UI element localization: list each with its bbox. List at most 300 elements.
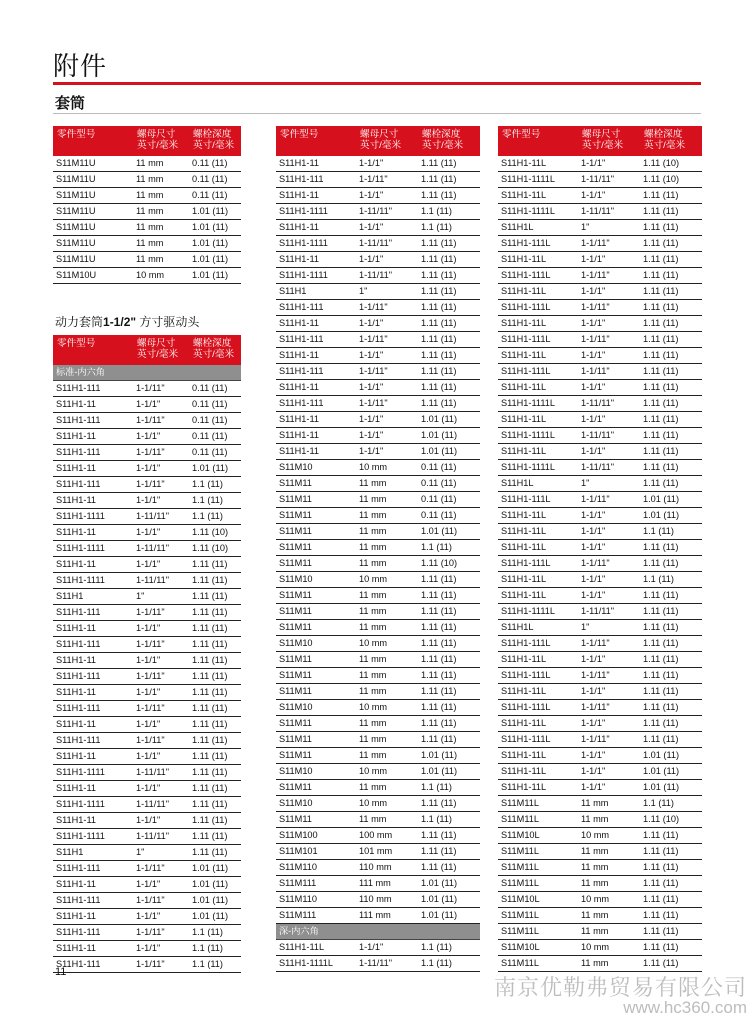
nut-size-cell: 1-11/11" xyxy=(133,541,189,557)
part-number-cell: S11H1-111 xyxy=(276,172,356,188)
bolt-depth-cell: 1.11 (10) xyxy=(189,541,241,557)
nut-size-cell: 1-1/1" xyxy=(578,540,640,556)
column-header-col3: 螺栓深度 英寸/毫米 xyxy=(189,335,241,365)
part-number-cell: S11M11 xyxy=(276,492,356,508)
nut-size-cell: 1-1/11" xyxy=(578,556,640,572)
part-number-cell: S11H1-111 xyxy=(276,364,356,380)
nut-size-cell: 1" xyxy=(578,476,640,492)
table-row xyxy=(53,861,241,877)
bolt-depth-cell: 0.11 (11) xyxy=(189,188,241,204)
bolt-depth-cell: 1.11 (10) xyxy=(418,556,480,572)
bolt-depth-cell: 1.01 (11) xyxy=(418,908,480,924)
part-number-cell: S11M11U xyxy=(53,204,133,220)
part-number-cell: S11H1-11L xyxy=(498,252,578,268)
bolt-depth-cell: 1.11 (11) xyxy=(189,717,241,733)
part-number-cell: S11M11 xyxy=(276,556,356,572)
table-row xyxy=(276,684,480,700)
nut-size-cell: 1-1/1" xyxy=(578,652,640,668)
part-number-cell: S11H1-111L xyxy=(498,332,578,348)
nut-size-cell: 1-1/1" xyxy=(578,284,640,300)
part-number-cell: S11H1-11L xyxy=(498,188,578,204)
bolt-depth-cell: 1.01 (11) xyxy=(189,909,241,925)
nut-size-cell: 110 mm xyxy=(356,892,418,908)
part-number-cell: S11H1-11L xyxy=(498,540,578,556)
table-row xyxy=(53,429,241,445)
nut-size-cell: 1-1/11" xyxy=(578,268,640,284)
table-row xyxy=(498,252,702,268)
bolt-depth-cell: 1.11 (11) xyxy=(418,796,480,812)
table-row xyxy=(498,444,702,460)
part-number-cell: S11H1 xyxy=(53,589,133,605)
nut-size-cell: 1-1/1" xyxy=(133,877,189,893)
nut-size-cell: 1-1/1" xyxy=(133,749,189,765)
nut-size-cell: 1-1/11" xyxy=(133,381,189,397)
bolt-depth-cell: 1.1 (11) xyxy=(640,796,702,812)
nut-size-cell: 1-1/11" xyxy=(578,236,640,252)
header-row xyxy=(53,126,241,156)
section-title: 套筒 xyxy=(55,95,86,112)
bolt-depth-cell: 1.11 (11) xyxy=(640,396,702,412)
table-row xyxy=(498,364,702,380)
table-row xyxy=(53,765,241,781)
table-row xyxy=(276,908,480,924)
part-number-cell: S11M10U xyxy=(53,268,133,284)
nut-size-cell: 100 mm xyxy=(356,828,418,844)
nut-size-cell: 1-1/1" xyxy=(133,813,189,829)
bolt-depth-cell: 1.01 (11) xyxy=(640,764,702,780)
power-sockets-standard-table xyxy=(53,335,241,973)
nut-size-cell: 11 mm xyxy=(356,524,418,540)
table-row xyxy=(498,476,702,492)
table-row xyxy=(276,956,480,972)
bolt-depth-cell: 1.11 (11) xyxy=(418,172,480,188)
table-row xyxy=(498,236,702,252)
part-number-cell: S11M10 xyxy=(276,460,356,476)
table-row xyxy=(276,444,480,460)
nut-size-cell: 1-11/11" xyxy=(578,396,640,412)
table-row xyxy=(53,172,241,188)
table-row xyxy=(498,860,702,876)
table-row xyxy=(498,220,702,236)
nut-size-cell: 11 mm xyxy=(578,956,640,972)
bolt-depth-cell: 1.01 (11) xyxy=(189,268,241,284)
part-number-cell: S11H1-1111 xyxy=(53,509,133,525)
table-row xyxy=(276,748,480,764)
bolt-depth-cell: 1.11 (11) xyxy=(418,236,480,252)
nut-size-cell: 11 mm xyxy=(133,236,189,252)
nut-size-cell: 1-1/1" xyxy=(578,188,640,204)
bolt-depth-cell: 1.11 (11) xyxy=(418,844,480,860)
table-row xyxy=(498,556,702,572)
part-number-cell: S11H1-1111 xyxy=(53,829,133,845)
part-number-cell: S11H1-111 xyxy=(53,605,133,621)
part-number-cell: S11H1-1111L xyxy=(276,956,356,972)
table-row xyxy=(498,620,702,636)
nut-size-cell: 1-1/1" xyxy=(578,524,640,540)
nut-size-cell: 1-1/1" xyxy=(578,780,640,796)
table-row xyxy=(53,749,241,765)
table-row xyxy=(276,652,480,668)
table-row xyxy=(498,396,702,412)
nut-size-cell: 1-1/1" xyxy=(578,444,640,460)
bolt-depth-cell: 1.01 (11) xyxy=(418,876,480,892)
nut-size-cell: 1-11/11" xyxy=(133,797,189,813)
part-number-cell: S11H1-11L xyxy=(498,156,578,172)
table-row xyxy=(53,829,241,845)
part-number-cell: S11M11 xyxy=(276,748,356,764)
table-row xyxy=(498,460,702,476)
table-row xyxy=(276,316,480,332)
nut-size-cell: 11 mm xyxy=(578,796,640,812)
nut-size-cell: 1-1/1" xyxy=(133,685,189,701)
part-number-cell: S11H1-1111 xyxy=(53,541,133,557)
table-row xyxy=(53,877,241,893)
bolt-depth-cell: 1.11 (11) xyxy=(640,940,702,956)
group-row xyxy=(53,365,241,381)
nut-size-cell: 1-11/11" xyxy=(578,604,640,620)
part-number-cell: S11H1-11 xyxy=(276,444,356,460)
nut-size-cell: 1-1/1" xyxy=(356,316,418,332)
title-divider xyxy=(53,82,701,85)
part-number-cell: S11M11U xyxy=(53,236,133,252)
bolt-depth-cell: 1.11 (11) xyxy=(418,300,480,316)
part-number-cell: S11M110 xyxy=(276,860,356,876)
table-row xyxy=(498,652,702,668)
table-row xyxy=(276,716,480,732)
nut-size-cell: 1-1/1" xyxy=(356,156,418,172)
section-divider xyxy=(53,113,701,114)
nut-size-cell: 1-1/11" xyxy=(356,396,418,412)
table-row xyxy=(498,540,702,556)
part-number-cell: S11M10 xyxy=(276,700,356,716)
bolt-depth-cell: 1.11 (11) xyxy=(640,204,702,220)
nut-size-cell: 1-1/11" xyxy=(578,668,640,684)
bolt-depth-cell: 1.11 (10) xyxy=(640,172,702,188)
bolt-depth-cell: 1.11 (11) xyxy=(640,844,702,860)
part-number-cell: S11H1-111 xyxy=(53,925,133,941)
bolt-depth-cell: 1.11 (11) xyxy=(640,316,702,332)
part-number-cell: S11H1-11 xyxy=(276,156,356,172)
part-number-cell: S11H1-111 xyxy=(276,396,356,412)
bolt-depth-cell: 1.01 (11) xyxy=(418,748,480,764)
table-row xyxy=(276,892,480,908)
group-row xyxy=(276,924,480,940)
table-row xyxy=(276,524,480,540)
table-row xyxy=(276,540,480,556)
bolt-depth-cell: 1.01 (11) xyxy=(189,236,241,252)
bolt-depth-cell: 1.01 (11) xyxy=(189,461,241,477)
table-row xyxy=(276,460,480,476)
part-number-cell: S11M101 xyxy=(276,844,356,860)
nut-size-cell: 1-1/1" xyxy=(578,572,640,588)
part-number-cell: S11H1-11L xyxy=(498,524,578,540)
table-row xyxy=(498,156,702,172)
part-number-cell: S11H1-11 xyxy=(276,220,356,236)
nut-size-cell: 1-11/11" xyxy=(356,956,418,972)
part-number-cell: S11H1-111 xyxy=(53,477,133,493)
table-row xyxy=(498,492,702,508)
nut-size-cell: 1-11/11" xyxy=(133,765,189,781)
bolt-depth-cell: 1.01 (11) xyxy=(418,412,480,428)
nut-size-cell: 11 mm xyxy=(578,844,640,860)
bolt-depth-cell: 1.11 (11) xyxy=(640,300,702,316)
bolt-depth-cell: 1.11 (11) xyxy=(418,284,480,300)
bolt-depth-cell: 1.11 (11) xyxy=(640,700,702,716)
nut-size-cell: 1-1/11" xyxy=(356,364,418,380)
table-row xyxy=(276,844,480,860)
table-row xyxy=(53,204,241,220)
table-row xyxy=(498,204,702,220)
part-number-cell: S11H1-1111 xyxy=(276,268,356,284)
page-title: 附件 xyxy=(53,51,108,81)
part-number-cell: S11H1-1111 xyxy=(53,797,133,813)
nut-size-cell: 1-1/11" xyxy=(133,477,189,493)
table-row xyxy=(53,220,241,236)
part-number-cell: S11H1-111 xyxy=(53,445,133,461)
nut-size-cell: 1-1/11" xyxy=(133,733,189,749)
part-number-cell: S11H1-11L xyxy=(498,348,578,364)
part-number-cell: S11H1-11 xyxy=(53,397,133,413)
bolt-depth-cell: 1.11 (11) xyxy=(640,924,702,940)
table-row xyxy=(498,908,702,924)
part-number-cell: S11M11 xyxy=(276,732,356,748)
nut-size-cell: 1-1/1" xyxy=(578,252,640,268)
bolt-depth-cell: 1.11 (11) xyxy=(189,653,241,669)
part-number-cell: S11H1-11 xyxy=(276,252,356,268)
table-row xyxy=(498,716,702,732)
table-row xyxy=(498,348,702,364)
table-row xyxy=(53,797,241,813)
table-row xyxy=(53,557,241,573)
table-row xyxy=(276,268,480,284)
table-row xyxy=(276,508,480,524)
bolt-depth-cell: 1.11 (11) xyxy=(640,188,702,204)
part-number-cell: S11H1-11 xyxy=(53,557,133,573)
nut-size-cell: 11 mm xyxy=(356,540,418,556)
bolt-depth-cell: 1.11 (11) xyxy=(640,380,702,396)
part-number-cell: S11H1-11L xyxy=(498,716,578,732)
bolt-depth-cell: 1.11 (11) xyxy=(189,765,241,781)
part-number-cell: S11H1-111 xyxy=(53,957,133,973)
watermark xyxy=(494,976,747,1017)
nut-size-cell: 1-1/1" xyxy=(578,316,640,332)
part-number-cell: S11H1-1111L xyxy=(498,460,578,476)
part-number-cell: S11H1-11 xyxy=(53,781,133,797)
nut-size-cell: 1-1/1" xyxy=(133,653,189,669)
part-number-cell: S11H1-11 xyxy=(276,348,356,364)
nut-size-cell: 11 mm xyxy=(356,508,418,524)
nut-size-cell: 1-1/1" xyxy=(133,717,189,733)
part-number-cell: S11H1-111L xyxy=(498,732,578,748)
table-row xyxy=(498,684,702,700)
part-number-cell: S11H1-111L xyxy=(498,268,578,284)
nut-size-cell: 11 mm xyxy=(356,684,418,700)
nut-size-cell: 10 mm xyxy=(356,796,418,812)
watermark-company: 南京优勒弗贸易有限公司 xyxy=(493,975,747,1000)
part-number-cell: S11H1-11L xyxy=(498,316,578,332)
table-row xyxy=(498,924,702,940)
part-number-cell: S11M11 xyxy=(276,604,356,620)
column-header-col1: 零件型号 xyxy=(53,126,133,156)
part-number-cell: S11M11 xyxy=(276,780,356,796)
nut-size-cell: 1-11/11" xyxy=(356,204,418,220)
table-row xyxy=(53,605,241,621)
bolt-depth-cell: 1.11 (11) xyxy=(189,589,241,605)
bolt-depth-cell: 1.11 (11) xyxy=(418,156,480,172)
nut-size-cell: 11 mm xyxy=(578,812,640,828)
nut-size-cell: 11 mm xyxy=(356,476,418,492)
bolt-depth-cell: 1.11 (11) xyxy=(640,652,702,668)
column-header-col1: 零件型号 xyxy=(498,126,578,156)
part-number-cell: S11H1-111L xyxy=(498,668,578,684)
part-number-cell: S11H1-11 xyxy=(53,877,133,893)
nut-size-cell: 1" xyxy=(578,620,640,636)
table-row xyxy=(53,845,241,861)
part-number-cell: S11H1-111L xyxy=(498,236,578,252)
table-row xyxy=(276,204,480,220)
bolt-depth-cell: 1.11 (11) xyxy=(189,749,241,765)
part-number-cell: S11H1-1111 xyxy=(53,765,133,781)
nut-size-cell: 1-1/1" xyxy=(133,493,189,509)
column-header-col2: 螺母尺寸 英寸/毫米 xyxy=(133,335,189,365)
nut-size-cell: 10 mm xyxy=(356,636,418,652)
nut-size-cell: 1-11/11" xyxy=(578,428,640,444)
bolt-depth-cell: 1.11 (11) xyxy=(189,637,241,653)
part-number-cell: S11M11 xyxy=(276,508,356,524)
nut-size-cell: 1-11/11" xyxy=(133,829,189,845)
bolt-depth-cell: 1.1 (11) xyxy=(418,204,480,220)
part-number-cell: S11M11U xyxy=(53,252,133,268)
table-row xyxy=(53,477,241,493)
bolt-depth-cell: 1.01 (11) xyxy=(640,780,702,796)
part-number-cell: S11H1-1111 xyxy=(276,204,356,220)
nut-size-cell: 111 mm xyxy=(356,876,418,892)
table-row xyxy=(498,668,702,684)
table-row xyxy=(276,620,480,636)
table-row xyxy=(53,637,241,653)
group-label: 深-内六角 xyxy=(276,924,480,940)
table-row xyxy=(498,316,702,332)
bolt-depth-cell: 1.11 (11) xyxy=(418,828,480,844)
part-number-cell: S11H1-11 xyxy=(276,380,356,396)
table-row xyxy=(276,236,480,252)
part-number-cell: S11H1-111L xyxy=(498,636,578,652)
nut-size-cell: 1-1/1" xyxy=(578,588,640,604)
part-number-cell: S11M11 xyxy=(276,540,356,556)
bolt-depth-cell: 0.11 (11) xyxy=(418,508,480,524)
bolt-depth-cell: 1.11 (11) xyxy=(189,621,241,637)
table-row xyxy=(53,413,241,429)
nut-size-cell: 1-1/11" xyxy=(133,445,189,461)
nut-size-cell: 1-1/1" xyxy=(356,380,418,396)
table-row xyxy=(276,668,480,684)
nut-size-cell: 11 mm xyxy=(356,588,418,604)
nut-size-cell: 11 mm xyxy=(356,652,418,668)
table-row xyxy=(276,428,480,444)
nut-size-cell: 10 mm xyxy=(356,700,418,716)
part-number-cell: S11H1-11L xyxy=(498,780,578,796)
part-number-cell: S11H1-11L xyxy=(498,652,578,668)
part-number-cell: S11H1-111L xyxy=(498,492,578,508)
nut-size-cell: 11 mm xyxy=(133,220,189,236)
nut-size-cell: 1-1/1" xyxy=(356,940,418,956)
bolt-depth-cell: 1.01 (11) xyxy=(189,877,241,893)
table-row xyxy=(498,828,702,844)
nut-size-cell: 10 mm xyxy=(356,572,418,588)
table-row xyxy=(276,860,480,876)
bolt-depth-cell: 1.11 (11) xyxy=(189,557,241,573)
nut-size-cell: 10 mm xyxy=(356,764,418,780)
table-row xyxy=(276,812,480,828)
part-number-cell: S11H1-111 xyxy=(53,669,133,685)
part-number-cell: S11H1-111 xyxy=(53,861,133,877)
table-row xyxy=(498,412,702,428)
table-row xyxy=(53,381,241,397)
part-number-cell: S11H1-11L xyxy=(498,380,578,396)
nut-size-cell: 101 mm xyxy=(356,844,418,860)
column-header-col2: 螺母尺寸 英寸/毫米 xyxy=(578,126,640,156)
part-number-cell: S11M11 xyxy=(276,812,356,828)
table-row xyxy=(53,893,241,909)
bolt-depth-cell: 1.11 (11) xyxy=(189,701,241,717)
part-number-cell: S11H1-11L xyxy=(498,444,578,460)
bolt-depth-cell: 1.11 (11) xyxy=(189,829,241,845)
group-label: 标准-内六角 xyxy=(53,365,241,381)
table-row xyxy=(53,236,241,252)
part-number-cell: S11H1-111 xyxy=(276,332,356,348)
table-row xyxy=(53,461,241,477)
table-row xyxy=(53,909,241,925)
nut-size-cell: 1-1/1" xyxy=(133,909,189,925)
bolt-depth-cell: 1.11 (11) xyxy=(189,573,241,589)
bolt-depth-cell: 1.11 (11) xyxy=(418,348,480,364)
part-number-cell: S11H1-11L xyxy=(498,412,578,428)
nut-size-cell: 1-1/1" xyxy=(578,348,640,364)
bolt-depth-cell: 1.11 (11) xyxy=(189,669,241,685)
table-row xyxy=(276,284,480,300)
nut-size-cell: 1-1/1" xyxy=(133,397,189,413)
part-number-cell: S11H1-11L xyxy=(498,748,578,764)
nut-size-cell: 10 mm xyxy=(133,268,189,284)
part-number-cell: S11H1-111 xyxy=(53,733,133,749)
part-number-cell: S11M11 xyxy=(276,684,356,700)
table-row xyxy=(53,268,241,284)
part-number-cell: S11H1-1111L xyxy=(498,172,578,188)
table-row xyxy=(276,380,480,396)
bolt-depth-cell: 1.1 (11) xyxy=(418,812,480,828)
nut-size-cell: 1-1/1" xyxy=(133,781,189,797)
part-number-cell: S11H1-111 xyxy=(276,300,356,316)
bolt-depth-cell: 1.11 (11) xyxy=(640,588,702,604)
part-number-cell: S11H1-11L xyxy=(498,764,578,780)
nut-size-cell: 1-1/11" xyxy=(356,300,418,316)
table-row xyxy=(276,332,480,348)
part-number-cell: S11M10L xyxy=(498,892,578,908)
table-row xyxy=(53,957,241,973)
nut-size-cell: 11 mm xyxy=(133,156,189,172)
bolt-depth-cell: 1.11 (11) xyxy=(640,460,702,476)
bolt-depth-cell: 1.11 (11) xyxy=(640,860,702,876)
bolt-depth-cell: 0.11 (11) xyxy=(189,156,241,172)
nut-size-cell: 1-11/11" xyxy=(578,460,640,476)
table-row xyxy=(276,156,480,172)
bolt-depth-cell: 1.11 (11) xyxy=(189,733,241,749)
sockets-middle-table xyxy=(276,126,480,972)
part-number-cell: S11H1-1111L xyxy=(498,204,578,220)
table-row xyxy=(498,844,702,860)
table-row xyxy=(498,940,702,956)
part-number-cell: S11H1-11 xyxy=(53,621,133,637)
